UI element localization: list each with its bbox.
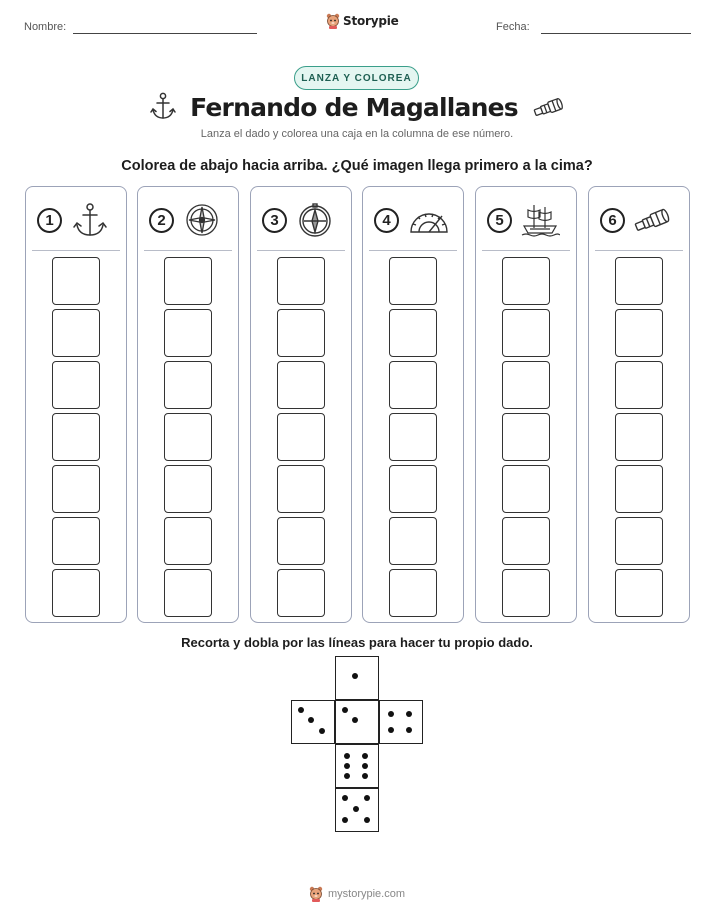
pip bbox=[342, 707, 348, 713]
color-box[interactable] bbox=[389, 361, 437, 409]
color-box[interactable] bbox=[164, 465, 212, 513]
column-divider bbox=[257, 250, 345, 251]
color-box[interactable] bbox=[502, 413, 550, 461]
color-box[interactable] bbox=[615, 569, 663, 617]
protractor-icon bbox=[407, 202, 451, 238]
color-box[interactable] bbox=[52, 413, 100, 461]
color-box[interactable] bbox=[389, 465, 437, 513]
color-box[interactable] bbox=[52, 517, 100, 565]
color-box[interactable] bbox=[277, 413, 325, 461]
ship-icon bbox=[520, 202, 560, 238]
color-box[interactable] bbox=[164, 361, 212, 409]
dice-face-6 bbox=[335, 744, 379, 788]
column-divider bbox=[144, 250, 232, 251]
color-box[interactable] bbox=[615, 517, 663, 565]
column-number: 6 bbox=[600, 208, 625, 233]
brand-logo bbox=[326, 13, 399, 29]
column-3 bbox=[250, 186, 352, 623]
subtitle: Lanza el dado y colorea una caja en la columna de ese número. bbox=[200, 128, 514, 140]
column-2 bbox=[137, 186, 239, 623]
spyglass-icon bbox=[532, 96, 564, 118]
color-box[interactable] bbox=[389, 309, 437, 357]
color-box[interactable] bbox=[389, 257, 437, 305]
color-box[interactable] bbox=[52, 257, 100, 305]
name-label: Nombre: bbox=[24, 21, 67, 33]
column-number: 5 bbox=[487, 208, 512, 233]
color-box[interactable] bbox=[277, 361, 325, 409]
pip bbox=[406, 727, 412, 733]
date-line[interactable] bbox=[541, 33, 691, 34]
spyglass-icon bbox=[633, 202, 673, 238]
color-box[interactable] bbox=[615, 413, 663, 461]
compass-icon bbox=[295, 202, 335, 238]
color-box[interactable] bbox=[52, 309, 100, 357]
footer-url[interactable]: mystorypie.com bbox=[327, 888, 406, 900]
column-number: 4 bbox=[374, 208, 399, 233]
color-box[interactable] bbox=[502, 257, 550, 305]
color-box[interactable] bbox=[615, 309, 663, 357]
compass-rose-icon bbox=[182, 202, 222, 238]
color-box[interactable] bbox=[277, 309, 325, 357]
pip bbox=[364, 795, 370, 801]
column-divider bbox=[595, 250, 683, 251]
date-label: Fecha: bbox=[496, 21, 530, 33]
color-box[interactable] bbox=[164, 517, 212, 565]
color-box[interactable] bbox=[502, 309, 550, 357]
pip bbox=[388, 711, 394, 717]
color-box[interactable] bbox=[502, 569, 550, 617]
pip bbox=[344, 753, 350, 759]
color-box[interactable] bbox=[389, 413, 437, 461]
color-box[interactable] bbox=[389, 569, 437, 617]
color-box[interactable] bbox=[277, 569, 325, 617]
column-1 bbox=[25, 186, 127, 623]
color-box[interactable] bbox=[615, 361, 663, 409]
pip bbox=[298, 707, 304, 713]
color-box[interactable] bbox=[52, 569, 100, 617]
pip bbox=[352, 673, 358, 679]
column-6 bbox=[588, 186, 690, 623]
color-box[interactable] bbox=[502, 517, 550, 565]
color-box[interactable] bbox=[52, 361, 100, 409]
footer bbox=[0, 886, 714, 902]
color-box[interactable] bbox=[389, 517, 437, 565]
pip bbox=[352, 717, 358, 723]
pip bbox=[308, 717, 314, 723]
instruction: Colorea de abajo hacia arriba. ¿Qué imagen llega primero a la cima? bbox=[121, 158, 593, 174]
dice-face-2 bbox=[335, 700, 379, 744]
dice-instruction: Recorta y dobla por las líneas para hacer tu propio dado. bbox=[181, 635, 533, 650]
anchor-icon bbox=[150, 92, 176, 122]
dice-face-3 bbox=[291, 700, 335, 744]
color-box[interactable] bbox=[164, 413, 212, 461]
color-box[interactable] bbox=[615, 257, 663, 305]
column-5 bbox=[475, 186, 577, 623]
pip bbox=[362, 773, 368, 779]
column-divider bbox=[32, 250, 120, 251]
pip bbox=[406, 711, 412, 717]
column-number: 3 bbox=[262, 208, 287, 233]
color-box[interactable] bbox=[502, 361, 550, 409]
color-box[interactable] bbox=[277, 517, 325, 565]
column-divider bbox=[482, 250, 570, 251]
pip bbox=[342, 817, 348, 823]
column-number: 1 bbox=[37, 208, 62, 233]
color-box[interactable] bbox=[277, 465, 325, 513]
pip bbox=[388, 727, 394, 733]
pip bbox=[364, 817, 370, 823]
pip bbox=[353, 806, 359, 812]
color-box[interactable] bbox=[615, 465, 663, 513]
color-box[interactable] bbox=[164, 569, 212, 617]
activity-badge: LANZA Y COLOREA bbox=[294, 66, 419, 90]
color-box[interactable] bbox=[164, 257, 212, 305]
page-title: Fernando de Magallanes bbox=[190, 92, 518, 122]
color-box[interactable] bbox=[164, 309, 212, 357]
pip bbox=[319, 728, 325, 734]
dice-face-5 bbox=[335, 788, 379, 832]
name-line[interactable] bbox=[73, 33, 257, 34]
color-box[interactable] bbox=[52, 465, 100, 513]
column-4 bbox=[362, 186, 464, 623]
pip bbox=[362, 763, 368, 769]
pip bbox=[344, 773, 350, 779]
anchor-icon bbox=[70, 202, 110, 238]
storypie-mascot-icon bbox=[326, 13, 340, 29]
pip bbox=[362, 753, 368, 759]
dice-face-4 bbox=[379, 700, 423, 744]
pip bbox=[344, 763, 350, 769]
color-box[interactable] bbox=[502, 465, 550, 513]
column-number: 2 bbox=[149, 208, 174, 233]
column-divider bbox=[369, 250, 457, 251]
color-box[interactable] bbox=[277, 257, 325, 305]
brand-name: Storypie bbox=[343, 14, 399, 28]
title-row bbox=[0, 92, 714, 122]
dice-face-1 bbox=[335, 656, 379, 700]
storypie-mascot-icon bbox=[309, 886, 323, 902]
pip bbox=[342, 795, 348, 801]
